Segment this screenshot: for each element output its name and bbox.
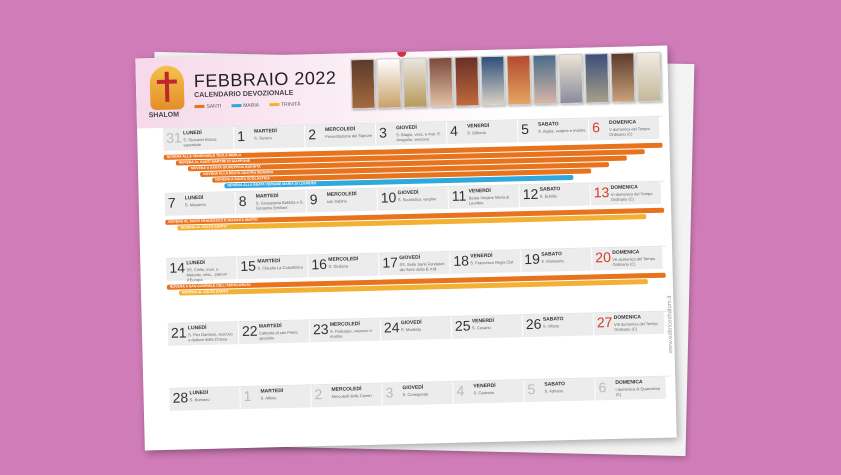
day-name: LUNEDÌ [189, 389, 209, 397]
day-cell[interactable] [307, 189, 379, 213]
day-name: SABATO [537, 121, 559, 128]
day-saint: S. Albino [260, 395, 277, 401]
day-number: 23 [312, 320, 329, 338]
day-name: SABATO [539, 186, 561, 193]
day-saint: S. Policarpo, vescovo e martire [329, 327, 372, 339]
day-number: 1 [243, 387, 252, 405]
day-number: 8 [238, 192, 247, 210]
day-cell[interactable] [524, 378, 596, 402]
day-cell[interactable] [166, 257, 238, 281]
day-cell[interactable] [382, 382, 454, 406]
day-number: 26 [525, 315, 542, 333]
day-saint: Mercoledì delle Ceneri [331, 392, 372, 399]
novena-band: NOVENA ALLA VENERABILE TECLA MERLO [164, 143, 663, 160]
cross-icon [165, 72, 170, 102]
legend [194, 102, 300, 111]
calendar-week [163, 116, 664, 193]
day-number: 5 [527, 380, 536, 398]
day-number: 2 [314, 386, 323, 403]
day-saint: Presentazione del Signore [325, 132, 373, 139]
day-cell[interactable] [237, 255, 309, 279]
shalom-logo [149, 65, 184, 110]
day-saint: VI domenica del Tempo Ordinario (C) [610, 190, 653, 202]
day-saint: S. Biagio, vesc. e mar. S. Ansgario, vescovo [396, 131, 441, 143]
day-cell[interactable] [518, 118, 590, 142]
day-name: MERCOLEDÌ [328, 256, 359, 263]
day-cell[interactable] [453, 380, 525, 404]
push-pin-icon [397, 48, 406, 57]
book-cover [636, 52, 661, 103]
day-number: 7 [167, 194, 176, 211]
day-name: GIOVEDÌ [402, 384, 424, 392]
day-saint: S. Casimiro [473, 389, 495, 396]
day-name: SABATO [541, 251, 562, 258]
day-saint: S. Severo [254, 135, 272, 141]
day-cell[interactable] [240, 385, 312, 409]
calendar-week [168, 311, 669, 388]
day-number: 22 [241, 322, 258, 340]
day-name: LUNEDÌ [186, 259, 206, 267]
legend-item-santi: SANTI [194, 103, 221, 110]
day-saint: S. Francesco Regis Clet [470, 259, 514, 266]
day-name: MARTEDÌ [254, 128, 277, 135]
book-cover [454, 56, 479, 107]
day-saint: V domenica del Tempo Ordinario (C) [609, 126, 650, 137]
day-saint: SS. Sette Santi Fondatori dei Servi della B.V.M. [399, 261, 445, 273]
day-number: 15 [240, 257, 257, 275]
day-saint: S. Massimo [184, 201, 206, 208]
day-cell[interactable] [165, 192, 237, 216]
day-number: 31 [166, 129, 183, 146]
day-number: 18 [453, 252, 470, 269]
day-name: VENERDÌ [473, 382, 496, 390]
calendar-week [169, 376, 670, 451]
day-cell[interactable] [589, 117, 661, 141]
calendar-week [166, 246, 667, 323]
day-saint: S. Romano [189, 396, 210, 403]
day-number: 17 [382, 254, 399, 271]
day-cell[interactable] [305, 124, 377, 148]
day-saint: S. Modesto [400, 326, 422, 333]
day-name: DOMENICA [608, 119, 637, 127]
day-saint: S. Vittore [542, 323, 560, 329]
day-cell[interactable] [239, 320, 311, 344]
page-title: FEBBRAIO 2022 [193, 67, 337, 92]
day-name: MERCOLEDÌ [331, 386, 362, 393]
day-number: 28 [172, 389, 189, 406]
book-cover [480, 56, 505, 107]
day-saint: Beata Vergine Maria di Lourdes [468, 194, 510, 206]
day-name: GIOVEDÌ [400, 319, 422, 327]
day-number: 11 [451, 187, 467, 204]
day-name: LUNEDÌ [184, 194, 204, 202]
day-cell[interactable] [519, 183, 591, 207]
novena-band: NOVENA A SANTA GIUSEPPINA BAKHITA [188, 156, 627, 172]
day-number: 27 [596, 313, 613, 331]
day-number: 16 [311, 255, 328, 273]
day-cell[interactable] [376, 122, 448, 146]
day-cell[interactable] [379, 252, 451, 276]
day-name: LUNEDÌ [183, 129, 202, 137]
calendar-header [135, 46, 669, 129]
book-cover [584, 53, 609, 104]
day-cell[interactable] [447, 120, 519, 144]
day-name: GIOVEDÌ [397, 189, 419, 197]
day-cell[interactable] [452, 315, 524, 339]
book-cover [506, 55, 531, 106]
day-name: MARTEDÌ [260, 388, 284, 395]
day-saint: S. Mansueto [541, 258, 564, 264]
day-name: VENERDÌ [471, 317, 495, 325]
legend-item-maria: MARIA [231, 103, 259, 110]
day-number: 12 [522, 185, 539, 203]
day-name: DOMENICA [610, 184, 638, 191]
day-saint: S. Pier Damiani, vescovo e dottore della Chiesa [187, 331, 233, 343]
day-cell[interactable] [595, 377, 667, 401]
day-number: 20 [595, 248, 612, 266]
day-number: 2 [307, 126, 317, 143]
cross-bar-icon [157, 80, 177, 84]
novena-band: NOVENA ALLA BEATA VERGINE MARIA DI LOURDES [224, 175, 573, 189]
calendar-week [165, 181, 666, 258]
book-cover [428, 57, 453, 108]
day-name: MARTEDÌ [258, 323, 282, 330]
day-cell[interactable] [590, 182, 662, 206]
book-cover [558, 54, 583, 105]
day-name: DOMENICA [612, 249, 640, 256]
day-name: VENERDÌ [470, 252, 493, 260]
book-cover [350, 59, 375, 110]
day-cell[interactable] [592, 247, 664, 271]
day-number: 25 [454, 317, 471, 334]
day-cell[interactable] [450, 250, 522, 274]
day-saint: S. Adriano [544, 388, 564, 394]
day-cell[interactable] [310, 319, 382, 343]
day-saint: Cattedra di san Pietro apostolo [258, 329, 298, 341]
day-saint: S. Giovanni Bosco, sacerdote [183, 136, 218, 148]
novena-band: NOVENA AL VOLTO SANTO [177, 214, 646, 230]
day-cell[interactable] [381, 317, 453, 341]
day-name: GIOVEDÌ [399, 254, 421, 262]
day-name: MARTEDÌ [255, 193, 279, 200]
day-cell[interactable] [234, 125, 306, 149]
day-name: DOMENICA [613, 314, 642, 321]
book-covers [350, 52, 661, 110]
day-saint: S. Giuliana [328, 263, 349, 269]
calendar-sheet [135, 46, 676, 451]
day-cell[interactable] [594, 312, 666, 336]
day-number: 10 [380, 189, 397, 206]
day-number: 24 [383, 319, 400, 336]
brand-name: SHALOM [148, 111, 180, 120]
day-saint: VII domenica del Tempo Ordinario (C) [612, 255, 656, 267]
day-cell[interactable] [449, 185, 521, 209]
day-saint: S. Eulalia [539, 193, 557, 199]
day-saint: S. Giuseppina Bakhita e S. Girolamo Emiliani [255, 199, 304, 211]
day-number: 19 [524, 250, 541, 268]
novena-band: NOVENA AL VOLTO SANTO [179, 279, 648, 295]
day-saint: SS. Cirillo, mon. e Metodio, vesc., patroni d'Europa [186, 266, 227, 283]
day-cell[interactable] [378, 187, 450, 211]
day-number: 13 [593, 184, 610, 201]
day-saint: VIII domenica del Tempo Ordinario (C) [613, 320, 658, 332]
novena-band: NOVENA AL SANTI FRANCESCO E GIACINTA MARTO [165, 208, 664, 225]
day-number: 4 [449, 122, 459, 139]
day-number: 14 [169, 259, 186, 276]
novena-band: NOVENA A SANTA SCOLASTICA [212, 168, 591, 182]
book-cover [610, 52, 635, 103]
day-number: 21 [170, 324, 187, 341]
day-cell[interactable] [236, 190, 308, 214]
day-name: GIOVEDÌ [395, 124, 417, 132]
novena-band: NOVENA A SAN GABRIELE DELL'ADDOLORATA [167, 273, 666, 290]
day-name: DOMENICA [615, 379, 643, 386]
day-cell[interactable] [168, 322, 240, 346]
day-name: VENERDÌ [466, 122, 490, 130]
day-name: VENERDÌ [468, 187, 491, 195]
legend-item-trinita: TRINITÀ [269, 102, 301, 109]
day-saint: S. Scolastica, vergine [397, 196, 437, 203]
day-name: LUNEDÌ [187, 324, 207, 332]
day-name: MERCOLEDÌ [329, 321, 360, 328]
day-name: SABATO [542, 316, 564, 323]
day-number: 6 [598, 379, 607, 396]
day-cell[interactable] [163, 127, 235, 151]
day-number: 9 [309, 191, 318, 208]
book-cover [532, 54, 557, 105]
book-cover [376, 58, 401, 109]
day-number: 5 [520, 120, 530, 138]
day-cell[interactable] [169, 387, 241, 411]
day-saint: S. Cunegonda [402, 391, 429, 398]
novena-band: NOVENA ALLA BEATA NOSTRA SIGNORA [200, 162, 609, 177]
day-saint: S. Agata, vergine e martire [538, 127, 586, 134]
day-saint: S. Gilberto [467, 130, 487, 136]
day-saint: S. Claudio La Colombière [257, 264, 304, 271]
book-cover [402, 57, 427, 108]
day-cell[interactable] [523, 313, 595, 337]
day-number: 6 [591, 119, 601, 136]
page-subtitle: CALENDARIO DEVOZIONALE [194, 89, 294, 100]
day-cell[interactable] [311, 384, 383, 408]
day-number: 4 [456, 382, 465, 399]
website-url: www.editriceshalom.it [667, 295, 675, 354]
day-cell[interactable] [521, 248, 593, 272]
day-saint: S. Cesario [471, 324, 491, 331]
day-saint: I domenica di Quaresima (C) [615, 385, 661, 397]
day-name: MERCOLEDÌ [325, 126, 356, 133]
day-cell[interactable] [308, 254, 380, 278]
day-number: 3 [385, 384, 394, 401]
novena-band: NOVENA AL SANTI MARTIRI DI GIAPPONE [176, 149, 645, 165]
day-name: SABATO [544, 381, 566, 388]
calendar-grid [163, 116, 671, 451]
day-number: 1 [237, 127, 246, 145]
day-name: MARTEDÌ [257, 258, 281, 265]
day-number: 3 [378, 124, 388, 141]
day-name: MERCOLEDÌ [326, 191, 357, 198]
day-saint: san Sabino [326, 198, 347, 204]
